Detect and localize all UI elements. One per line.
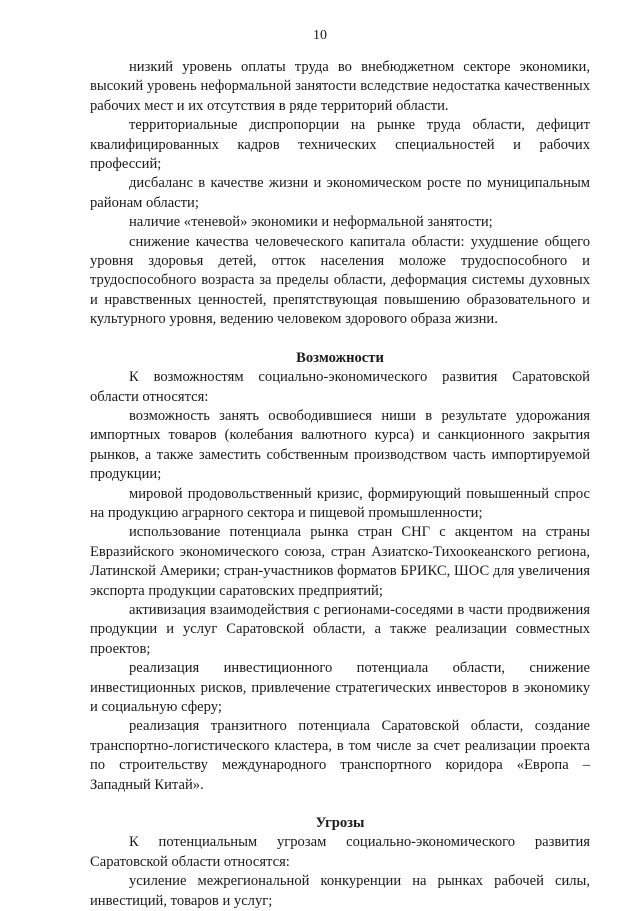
paragraph: наличие «теневой» экономики и неформальной занятости; bbox=[129, 214, 493, 231]
paragraph: активизация взаимодействия с регионами-соседями в части продвижения продукции и услуг Саратовской области, а также реализации совместных проектов; bbox=[90, 601, 590, 657]
paragraph: территориальные диспропорции на рынке труда области, дефицит квалифицированных кадров технических специальностей и рабочих профессий; bbox=[90, 117, 590, 173]
page-number: 10 bbox=[313, 28, 327, 43]
paragraph: дисбаланс в качестве жизни и экономическом росте по муниципальным районам области; bbox=[90, 175, 590, 211]
paragraph: снижение качества человеческого капитала области: ухудшение общего уровня здоровья детей, отток населения моложе трудоспособного и трудоспособного возраста за пределы области, деформация системы духовных и нравственных ценностей, препятствующая повышению образовательного и культурного уровня, ведению человеком здорового образа жизни. bbox=[90, 233, 590, 328]
paragraph: мировой продовольственный кризис, формирующий повышенный спрос на продукцию аграрного сектора и пищевой промышленности; bbox=[90, 485, 590, 521]
paragraph: реализация инвестиционного потенциала области, снижение инвестиционных рисков, привлечение стратегических инвесторов в экономику и социальную сферу; bbox=[90, 660, 590, 715]
document-body bbox=[90, 58, 590, 911]
paragraph: реализация транзитного потенциала Саратовской области, создание транспортно-логистического кластера, в том числе за счет реализации проекта по строительству международного транспортного коридора «Европа – Западный Китай». bbox=[90, 718, 590, 793]
section-heading-opportunities: Возможности bbox=[296, 349, 384, 366]
paragraph: возможность занять освободившиеся ниши в результате удорожания импортных товаров (колебания валютного курса) и санкционного закрытия рынков, а также заместить собственным производством часть импортируемой продукции; bbox=[90, 407, 590, 483]
paragraph: К потенциальным угрозам социально-экономического развития Саратовской области относятся: bbox=[90, 834, 590, 870]
paragraph: использование потенциала рынка стран СНГ с акцентом на страны Евразийского экономического союза, стран Азиатско-Тихоокеанского региона, Латинской Америки; стран-участников форматов БРИКС, ШОС для увеличения экспорта продукции саратовских предприятий; bbox=[90, 524, 590, 599]
section-heading-threats: Угрозы bbox=[315, 815, 365, 832]
paragraph: К возможностям социально-экономического развития Саратовской области относятся: bbox=[90, 369, 590, 405]
paragraph: низкий уровень оплаты труда во внебюджетном секторе экономики, высокий уровень неформальной занятости вследствие недостатка качественных рабочих мест и их отсутствия в ряде территорий области. bbox=[90, 59, 590, 114]
paragraph: усиление межрегиональной конкуренции на рынках рабочей силы, инвестиций, товаров и услуг; bbox=[90, 873, 590, 909]
